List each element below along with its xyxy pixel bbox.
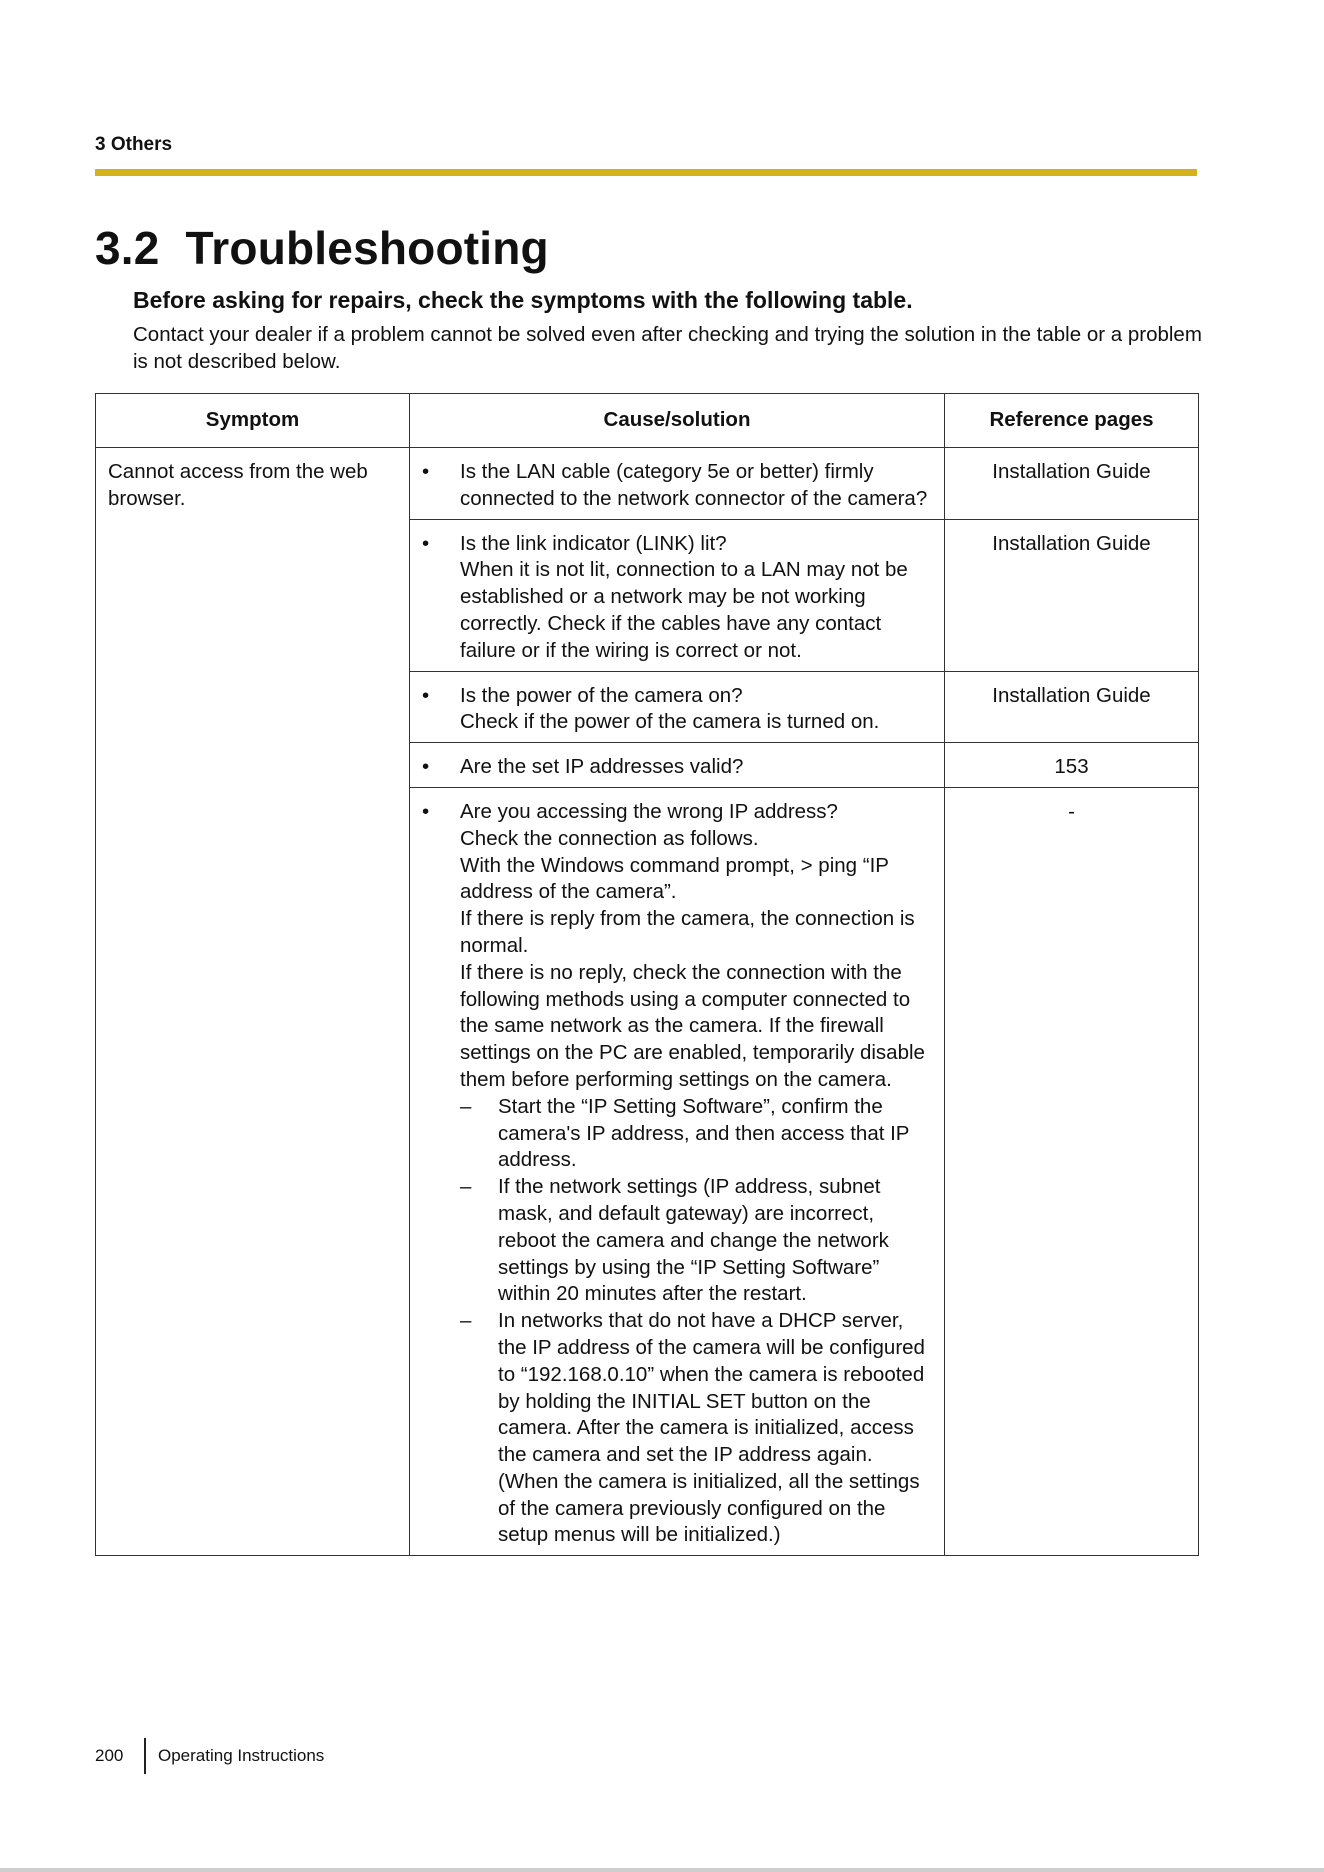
bullet-icon: • bbox=[422, 799, 430, 823]
cause-line: Check if the power of the camera is turned on. bbox=[460, 710, 880, 734]
header-rule bbox=[95, 169, 1197, 176]
cause-cell bbox=[410, 787, 945, 1555]
dash-icon: – bbox=[460, 1175, 472, 1199]
reference-cell: Installation Guide bbox=[945, 519, 1199, 671]
chapter-header: 3 Others bbox=[95, 134, 173, 155]
dash-icon: – bbox=[460, 1309, 472, 1333]
footer-title: Operating Instructions bbox=[158, 1746, 325, 1765]
bottom-edge bbox=[0, 1868, 1324, 1872]
cause-line: Are you accessing the wrong IP address? bbox=[460, 799, 838, 823]
sub-list-item bbox=[460, 1174, 934, 1308]
page-number: 200 bbox=[95, 1746, 124, 1765]
section-title: Troubleshooting bbox=[185, 222, 549, 274]
sub-item-text: Start the “IP Setting Software”, confirm the camera's IP address, and then access that IP address. bbox=[498, 1094, 910, 1172]
cause-line: Check the connection as follows. bbox=[460, 826, 759, 850]
page-title bbox=[95, 219, 549, 277]
cause-line: With the Windows command prompt, > ping “IP address of the camera”. bbox=[460, 853, 889, 904]
bullet-icon: • bbox=[422, 683, 430, 707]
troubleshooting-table bbox=[95, 393, 1199, 1556]
cause-cell bbox=[410, 671, 945, 743]
intro-paragraph: Contact your dealer if a problem cannot be solved even after checking and trying the solution in the table or a problem is not described below. bbox=[133, 323, 1202, 373]
header-reference: Reference pages bbox=[945, 394, 1199, 448]
cause-line: If there is no reply, check the connection with the following methods using a computer connected to the same network as the camera. If the firewall settings on the PC are enabled, temporarily disable them before performing settings on the camera. bbox=[460, 960, 925, 1091]
cause-line: Is the power of the camera on? bbox=[460, 683, 743, 707]
cause-line: Are the set IP addresses valid? bbox=[460, 755, 744, 779]
section-number: 3.2 bbox=[95, 222, 160, 274]
cause-line: If there is reply from the camera, the connection is normal. bbox=[460, 907, 915, 957]
cause-line: Is the LAN cable (category 5e or better) firmly connected to the network connector of the camera? bbox=[460, 460, 928, 510]
bullet-icon: • bbox=[422, 531, 430, 555]
sub-list-item bbox=[460, 1094, 934, 1174]
header-cause: Cause/solution bbox=[410, 394, 945, 448]
reference-cell: Installation Guide bbox=[945, 671, 1199, 743]
bullet-icon: • bbox=[422, 460, 430, 483]
footer-divider bbox=[144, 1738, 146, 1774]
cause-cell bbox=[410, 519, 945, 671]
bullet-icon: • bbox=[422, 755, 430, 779]
cause-cell bbox=[410, 743, 945, 788]
symptom-cell: Cannot access from the web browser. bbox=[96, 448, 410, 1556]
reference-cell: Installation Guide bbox=[945, 448, 1199, 520]
subheading: Before asking for repairs, check the symptoms with the following table. bbox=[133, 287, 913, 313]
cause-line: Is the link indicator (LINK) lit? bbox=[460, 531, 727, 555]
sub-list-item bbox=[460, 1308, 934, 1549]
table-header-row bbox=[96, 394, 1199, 448]
sub-item-text: If the network settings (IP address, subnet mask, and default gateway) are incorrect, reboot the camera and change the network settings by using the “IP Setting Software” within 20 minutes after the restart. bbox=[498, 1175, 889, 1306]
table-row bbox=[96, 448, 1199, 520]
sub-item-text: In networks that do not have a DHCP server, the IP address of the camera will be configured to “192.168.0.10” when the camera is rebooted by holding the INITIAL SET button on the camera. After the camera is initialized, access the camera and set the IP address again. (When the camera is initialized, all the settings of the camera previously configured on the setup menus will be initialized.) bbox=[498, 1309, 925, 1547]
cause-cell bbox=[410, 448, 945, 520]
dash-icon: – bbox=[460, 1094, 472, 1118]
cause-line: When it is not lit, connection to a LAN may not be established or a network may be not working correctly. Check if the cables have any contact failure or if the wiring is correct or not. bbox=[460, 558, 908, 662]
header-symptom: Symptom bbox=[96, 394, 410, 448]
reference-cell: - bbox=[945, 787, 1199, 1555]
reference-cell: 153 bbox=[945, 743, 1199, 788]
